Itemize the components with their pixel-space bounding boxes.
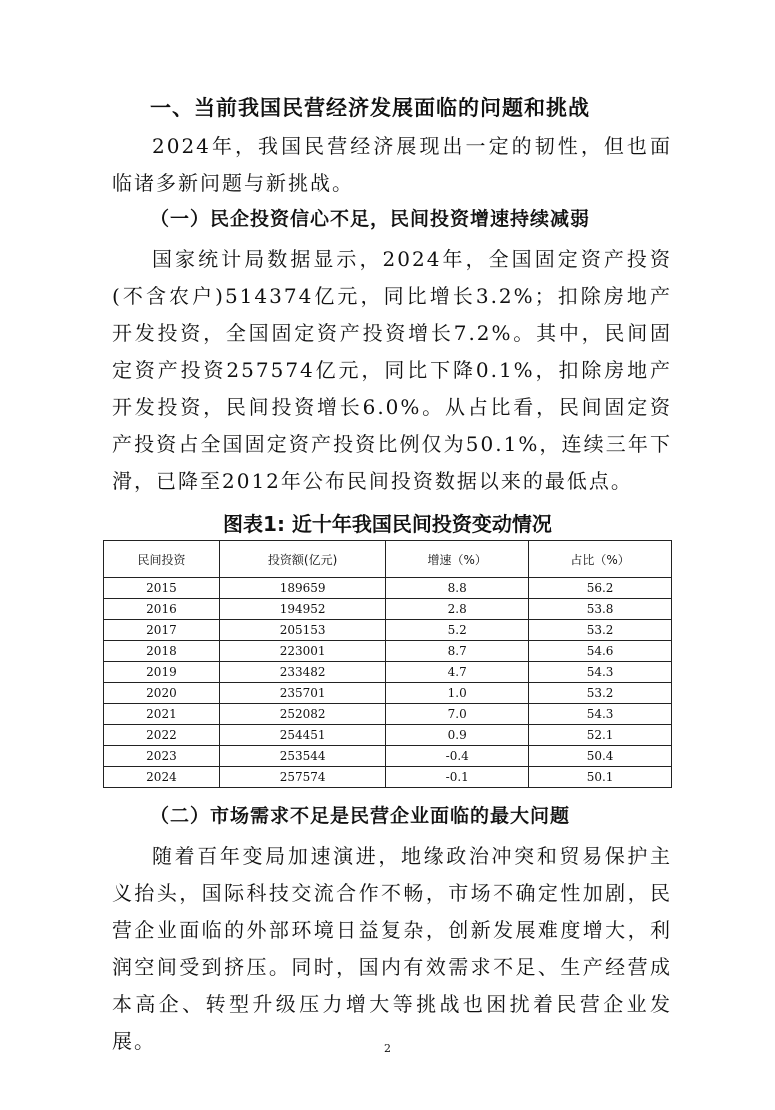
column-header: 投资额(亿元) xyxy=(219,541,385,578)
table-cell: 189659 xyxy=(219,578,385,599)
table-row xyxy=(104,599,672,620)
table-row xyxy=(104,683,672,704)
table-cell: 257574 xyxy=(219,767,385,788)
table-cell: 223001 xyxy=(219,641,385,662)
table-cell: -0.4 xyxy=(386,746,529,767)
table-cell: 52.1 xyxy=(529,725,672,746)
table-cell: 2023 xyxy=(104,746,220,767)
table-row xyxy=(104,746,672,767)
column-header: 增速（%） xyxy=(386,541,529,578)
investment-table xyxy=(103,540,672,788)
intro-paragraph: 2024年，我国民营经济展现出一定的韧性，但也面临诸多新问题与新挑战。 xyxy=(112,134,672,195)
table-cell: 252082 xyxy=(219,704,385,725)
table-cell: 54.3 xyxy=(529,704,672,725)
table-cell: 56.2 xyxy=(529,578,672,599)
table-row xyxy=(104,620,672,641)
table-cell: 2020 xyxy=(104,683,220,704)
table-cell: 254451 xyxy=(219,725,385,746)
table-cell: 1.0 xyxy=(386,683,529,704)
column-header: 民间投资 xyxy=(104,541,220,578)
column-header: 占比（%） xyxy=(529,541,672,578)
table-row xyxy=(104,704,672,725)
table-row xyxy=(104,662,672,683)
table-cell: 2022 xyxy=(104,725,220,746)
table-cell: 50.4 xyxy=(529,746,672,767)
subsection-heading-1: （一）民企投资信心不足，民间投资增速持续减弱 xyxy=(150,208,591,230)
table-cell: 2017 xyxy=(104,620,220,641)
table-cell: 2016 xyxy=(104,599,220,620)
table-cell: 53.8 xyxy=(529,599,672,620)
table-cell: 4.7 xyxy=(386,662,529,683)
table-caption: 图表1: 近十年我国民间投资变动情况 xyxy=(223,512,552,536)
table-row xyxy=(104,725,672,746)
table-cell: -0.1 xyxy=(386,767,529,788)
table-header-row xyxy=(104,541,672,578)
table-cell: 205153 xyxy=(219,620,385,641)
table-cell: 2024 xyxy=(104,767,220,788)
table-cell: 54.6 xyxy=(529,641,672,662)
table-cell: 5.2 xyxy=(386,620,529,641)
page-number: 2 xyxy=(384,1042,391,1055)
market-demand-paragraph: 随着百年变局加速演进，地缘政治冲突和贸易保护主义抬头，国际科技交流合作不畅，市场不确定性加剧，民营企业面临的外部环境日益复杂，创新发展难度增大，利润空间受到挤压。同时，国内有效需求不足、生产经营成本高企、转型升级压力增大等挑战也困扰着民营企业发展。 xyxy=(112,844,672,1053)
table-cell: 8.7 xyxy=(386,641,529,662)
subsection-heading-2: （二）市场需求不足是民营企业面临的最大问题 xyxy=(150,805,571,827)
table-cell: 2015 xyxy=(104,578,220,599)
table-cell: 2021 xyxy=(104,704,220,725)
table-cell: 0.9 xyxy=(386,725,529,746)
table-row xyxy=(104,641,672,662)
table-cell: 53.2 xyxy=(529,683,672,704)
table-cell: 53.2 xyxy=(529,620,672,641)
table-cell: 2019 xyxy=(104,662,220,683)
table-cell: 233482 xyxy=(219,662,385,683)
table-cell: 50.1 xyxy=(529,767,672,788)
table-row xyxy=(104,767,672,788)
table-row xyxy=(104,578,672,599)
section-heading: 一、当前我国民营经济发展面临的问题和挑战 xyxy=(150,96,590,120)
investment-paragraph: 国家统计局数据显示，2024年，全国固定资产投资(不含农户)514374亿元，同比增长3.2%；扣除房地产开发投资，全国固定资产投资增长7.2%。其中，民间固定资产投资257574亿元，同比下降0.1%，扣除房地产开发投资，民间投资增长6.0%。从占比看，民间固定资产投资占全国固定资产投资比例仅为50.1%，连续三年下滑，已降至2012年公布民间投资数据以来的最低点。 xyxy=(112,247,672,493)
table-cell: 235701 xyxy=(219,683,385,704)
table-cell: 7.0 xyxy=(386,704,529,725)
table-cell: 2.8 xyxy=(386,599,529,620)
table-cell: 8.8 xyxy=(386,578,529,599)
table-cell: 54.3 xyxy=(529,662,672,683)
table-cell: 2018 xyxy=(104,641,220,662)
table-cell: 253544 xyxy=(219,746,385,767)
table-cell: 194952 xyxy=(219,599,385,620)
